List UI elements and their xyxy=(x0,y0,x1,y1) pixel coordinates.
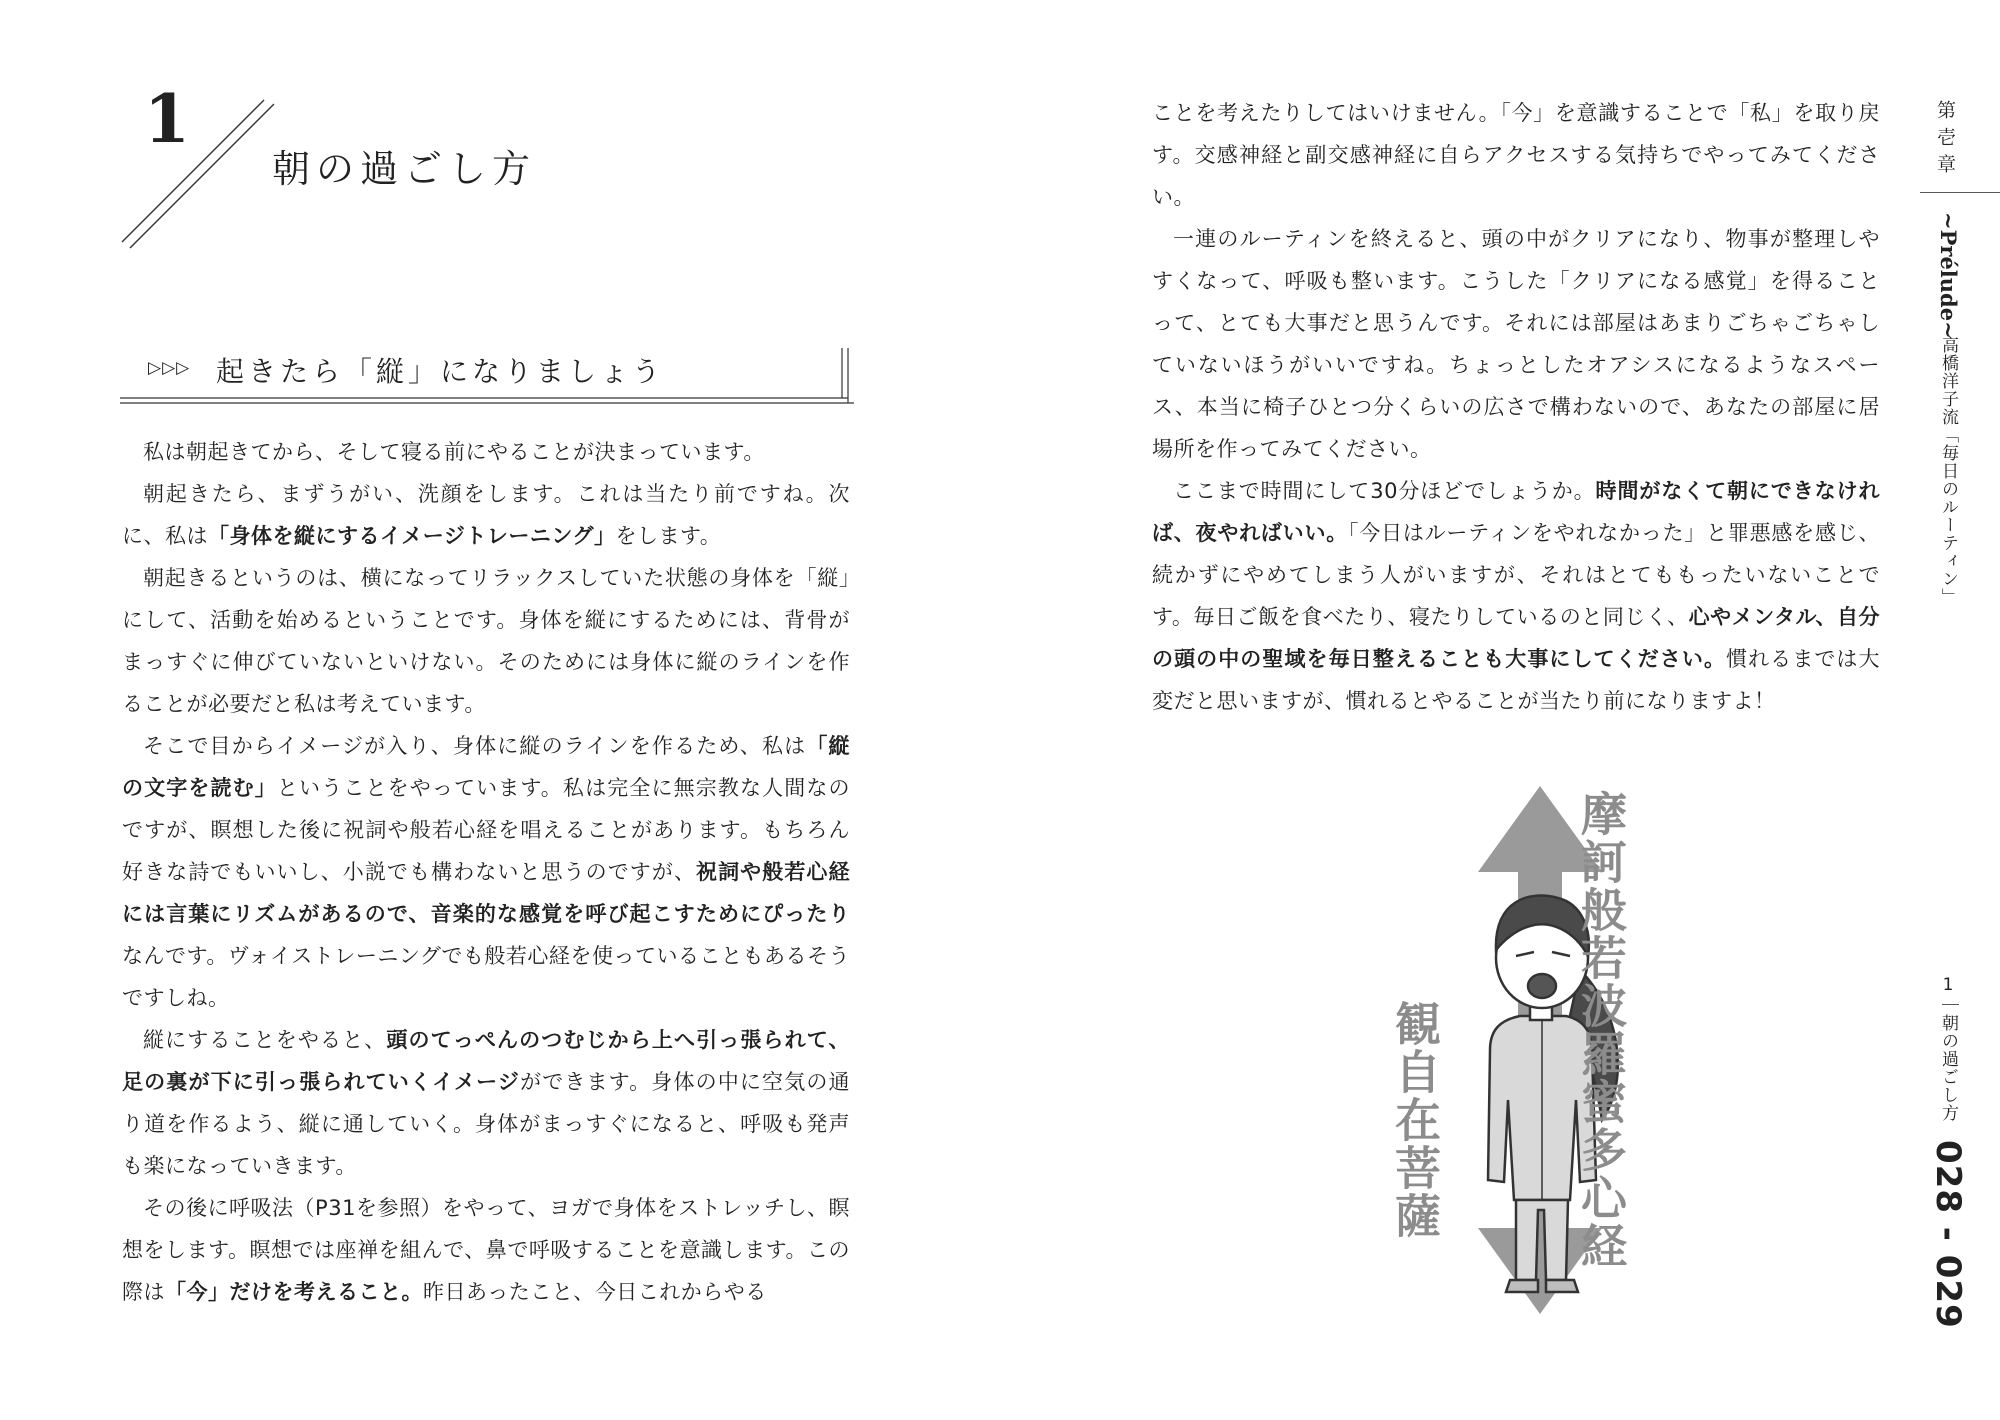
text-run: 私は朝起きてから、そして寝る前にやることが決まっています。 xyxy=(143,440,765,464)
section-heading xyxy=(120,346,840,396)
text-run: 慣れるまでは大変だと思いますが、慣れるとやることが当たり前になりますよ！ xyxy=(1152,647,1880,713)
text-run: ここまで時間にして30分ほどでしょうか。 xyxy=(1173,479,1596,503)
sutra-deity-calligraphy: 観自在菩薩 xyxy=(1388,1000,1442,1240)
bold-text: 「今」だけを考えること。 xyxy=(165,1280,423,1304)
paragraph xyxy=(1152,92,1880,218)
page-numbers: 028 - 029 xyxy=(1928,1140,1968,1329)
bold-text: 時間がなくて朝にできなければ、夜やればいい。 xyxy=(1152,479,1880,545)
side-prelude-label: ~Prélude~ xyxy=(1936,212,1961,339)
paragraph xyxy=(122,473,850,557)
paragraph xyxy=(122,431,850,473)
paragraph xyxy=(122,1187,850,1313)
text-run: をします。 xyxy=(615,524,722,548)
bold-text: 祝詞や般若心経には言葉にリズムがあるので、音楽的な感覚を呼び起こすためにぴったり xyxy=(122,860,850,926)
paragraph xyxy=(1152,470,1880,722)
text-run: ことを考えたりしてはいけません。「今」を意識することで「私」を取り戻す。交感神経と副交感神経に自らアクセスする気持ちでやってみてください。 xyxy=(1152,101,1880,209)
text-run: ということをやっています。私は完全に無宗教な人間なのですが、瞑想した後に祝詞や般若心経を唱えることがあります。もちろん好きな詩でもいいし、小説でも構わないと思うのですが、 xyxy=(122,776,850,884)
right-body-text xyxy=(1152,92,1880,722)
chapter-number: 1 xyxy=(144,80,190,158)
triple-arrow-icon: ▷▷▷ xyxy=(148,358,191,378)
text-run: なんです。ヴォイストレーニングでも般若心経を使っていることもあるそうですしね。 xyxy=(122,944,850,1010)
bold-text: 心やメンタル、自分の頭の中の聖域を毎日整えることも大事にしてください。 xyxy=(1152,605,1880,671)
sutra-title-calligraphy: 摩訶般若波羅蜜多心経 xyxy=(1574,790,1628,1270)
text-run: 「今日はルーティンをやれなかった」と罪悪感を感じ、続かずにやめてしまう人がいますが、それはとてももったいないことです。毎日ご飯を食べたり、寝たりしているのと同じく、 xyxy=(1152,521,1881,629)
side-chapter-label: 第壱章 xyxy=(1934,100,1956,181)
bold-text: 「縦の文字を読む」 xyxy=(122,734,850,800)
text-run: その後に呼吸法（P31を参照）をやって、ヨガで身体をストレッチし、瞑想をします。瞑想では座禅を組んで、鼻で呼吸することを意識します。この際は xyxy=(122,1196,850,1304)
text-run: ができます。身体の中に空気の通り道を作るよう、縦に通していく。身体がまっすぐになると、呼吸も発声も楽になっていきます。 xyxy=(122,1070,850,1178)
text-run: 朝起きるというのは、横になってリラックスしていた状態の身体を「縦」にして、活動を始めるということです。身体を縦にするためには、背骨がまっすぐに伸びていないといけない。そのためには身体に縦のラインを作ることが必要だと私は考えています。 xyxy=(122,566,850,716)
chapter-slash-decoration xyxy=(110,96,280,256)
side-divider xyxy=(1920,192,2000,193)
text-run: そこで目からイメージが入り、身体に縦のラインを作るため、私は xyxy=(143,734,807,758)
paragraph xyxy=(122,1019,850,1187)
text-run: 朝起きたら、まずうがい、洗顔をします。これは当たり前ですね。次に、私は xyxy=(122,482,850,548)
text-run: 縦にすることをやると、 xyxy=(143,1028,387,1052)
paragraph xyxy=(1152,218,1880,470)
side-book-subtitle: 高橋洋子流「毎日のルーティン」 xyxy=(1938,336,1958,606)
paragraph xyxy=(122,725,850,1019)
bold-text: 頭のてっぺんのつむじから上へ引っ張られて、足の裏が下に引っ張られていくイメージ xyxy=(122,1028,850,1094)
text-run: 一連のルーティンを終えると、頭の中がクリアになり、物事が整理しやすくなって、呼吸も整います。こうした「クリアになる感覚」を得ることって、とても大事だと思うんです。それには部屋はあまりごちゃごちゃしていないほうがいいですね。ちょっとしたオアシスになるようなスペース、本当に椅子ひとつ分くらいの広さで構わないので、あなたの部屋に居場所を作ってみてください。 xyxy=(1152,227,1880,461)
section-heading-text: 起きたら「縦」になりましょう xyxy=(216,355,665,388)
left-body-text xyxy=(122,431,850,1313)
paragraph xyxy=(122,557,850,725)
text-run: 昨日あったこと、今日これからやる xyxy=(423,1280,767,1304)
chapter-title: 朝の過ごし方 xyxy=(272,147,537,191)
bold-text: 「身体を縦にするイメージトレーニング」 xyxy=(208,524,616,548)
side-section-label: 1｜朝の過ごし方 xyxy=(1938,975,1958,1122)
